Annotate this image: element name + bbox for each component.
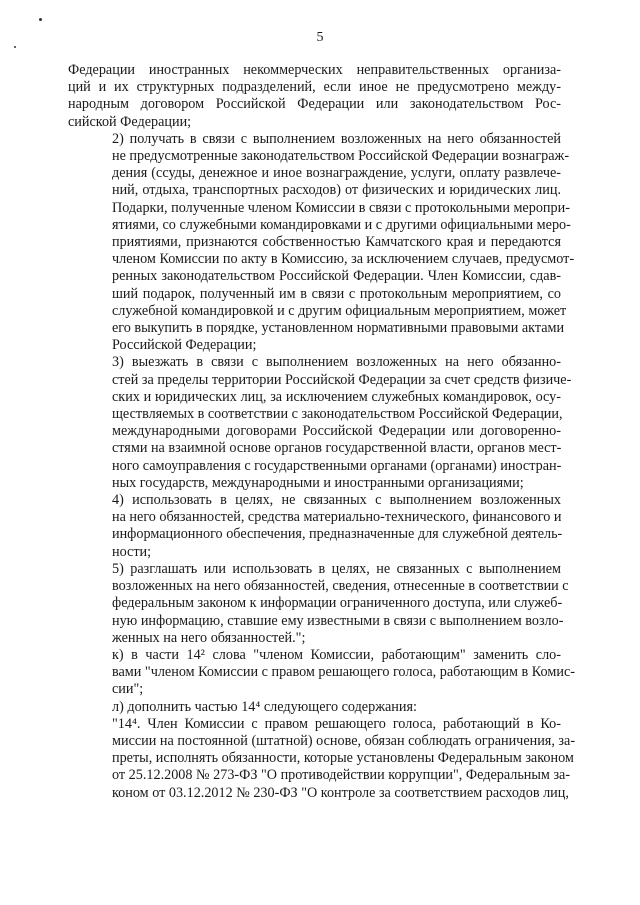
paragraph [68, 699, 561, 716]
text-line: вами "членом Комиссии с правом решающего голоса, работающим в Комис- [112, 664, 575, 681]
paragraph [68, 62, 561, 131]
text-line: стей за пределы территории Российской Федерации за счет средств физиче- [112, 371, 572, 388]
paragraph [68, 560, 569, 647]
document-body [68, 62, 576, 802]
text-line: ренных законодательством Российской Федерации. Член Комиссии, сдав- [112, 268, 561, 285]
text-line: народным договором Российской Федерации или законодательством Рос- [68, 96, 561, 113]
text-line: информационного обеспечения, предназначенные для служебной деятель- [112, 526, 563, 543]
text-line: дения (ссуды, денежное и иное вознаграждение, услуги, оплату развлече- [112, 165, 561, 182]
text-line: 3) выезжать в связи с выполнением возложенных на него обязанно- [112, 354, 561, 371]
text-line: 4) использовать в целях, не связанных с выполнением возложенных [112, 492, 561, 509]
text-line: преты, исполнять обязанности, которые установлены Федеральным законом [112, 750, 574, 767]
text-line: 2) получать в связи с выполнением возложенных на него обязанностей [112, 130, 561, 147]
scan-speck [14, 46, 16, 48]
text-line: Федерации иностранных некоммерческих неправительственных организа- [68, 62, 561, 78]
paragraph [68, 492, 561, 561]
text-line: коном от 03.12.2012 № 230-ФЗ "О контроле за соответствием расходов лиц, [112, 784, 569, 801]
text-line: л) дополнить частью 14⁴ следующего содержания: [112, 698, 417, 715]
text-line: Российской Федерации; [112, 337, 257, 354]
text-line: международными договорами Российской Федерации или договоренно- [112, 423, 561, 440]
text-line: служебной командировкой и с другим официальным мероприятием, может [112, 302, 567, 319]
scan-speck [39, 18, 42, 21]
paragraph [68, 354, 572, 492]
text-line: ности; [112, 543, 152, 560]
text-line: "14⁴. Член Комиссии с правом решающего голоса, работающий в Ко- [112, 715, 561, 732]
text-line: ний, отдыха, транспортных расходов) от физических и юридических лиц. [112, 182, 561, 199]
text-line: Подарки, полученные членом Комиссии в связи с протокольными меропри- [112, 199, 570, 216]
text-line: ных государств, международными и иностранными организациями; [112, 474, 524, 491]
text-line: миссии на постоянной (штатной) основе, обязан соблюдать ограничения, за- [112, 732, 576, 749]
text-line: ную информацию, ставшие ему известными в связи с выполнением возло- [112, 612, 564, 629]
paragraph [68, 130, 575, 355]
text-line: сии"; [112, 681, 144, 698]
text-line: ятиями, со служебными командировками и с другими официальными меро- [112, 216, 571, 233]
text-line: приятиями, признаются собственностью Камчатского края и передаются [112, 234, 561, 251]
text-line: сийской Федерации; [68, 113, 192, 130]
text-line: от 25.12.2008 № 273-ФЗ "О противодействии коррупции", Федеральным за- [112, 767, 571, 784]
text-line: женных на него обязанностей."; [112, 629, 306, 646]
text-line: 5) разглашать или использовать в целях, не связанных с выполнением [112, 560, 561, 577]
text-line: ществляемых в соответствии с законодательством Российской Федерации, [112, 406, 563, 423]
page-number: 5 [316, 30, 324, 45]
text-line: стями на взаимной основе органов государственной власти, органов мест- [112, 440, 562, 457]
paragraph [68, 715, 576, 802]
text-line: его выкупить в порядке, установленном нормативными правовыми актами [112, 320, 565, 337]
text-line: возложенных на него обязанностей, сведения, отнесенные в соответствии с [112, 578, 569, 595]
text-line: ских и юридических лиц, за исключением служебных командировок, осу- [112, 388, 561, 405]
text-line: ного самоуправления с государственными органами (органами) иностран- [112, 457, 562, 474]
text-line: федеральным законом к информации ограниченного доступа, или служеб- [112, 595, 563, 612]
text-line: ший подарок, полученный им в связи с протокольным мероприятием, со [112, 285, 561, 302]
text-line: членом Комиссии по акту в Комиссию, за исключением случаев, предусмот- [112, 251, 575, 268]
text-line: не предусмотренные законодательством Российской Федерации вознаграж- [112, 148, 570, 165]
paragraph [68, 646, 575, 699]
text-line: на него обязанностей, средства материально-технического, финансового и [112, 509, 562, 526]
text-line: к) в части 14² слова "членом Комиссии, работающим" заменить сло- [112, 646, 561, 663]
text-line: ций и их структурных подразделений, если иное не предусмотрено между- [68, 79, 561, 96]
